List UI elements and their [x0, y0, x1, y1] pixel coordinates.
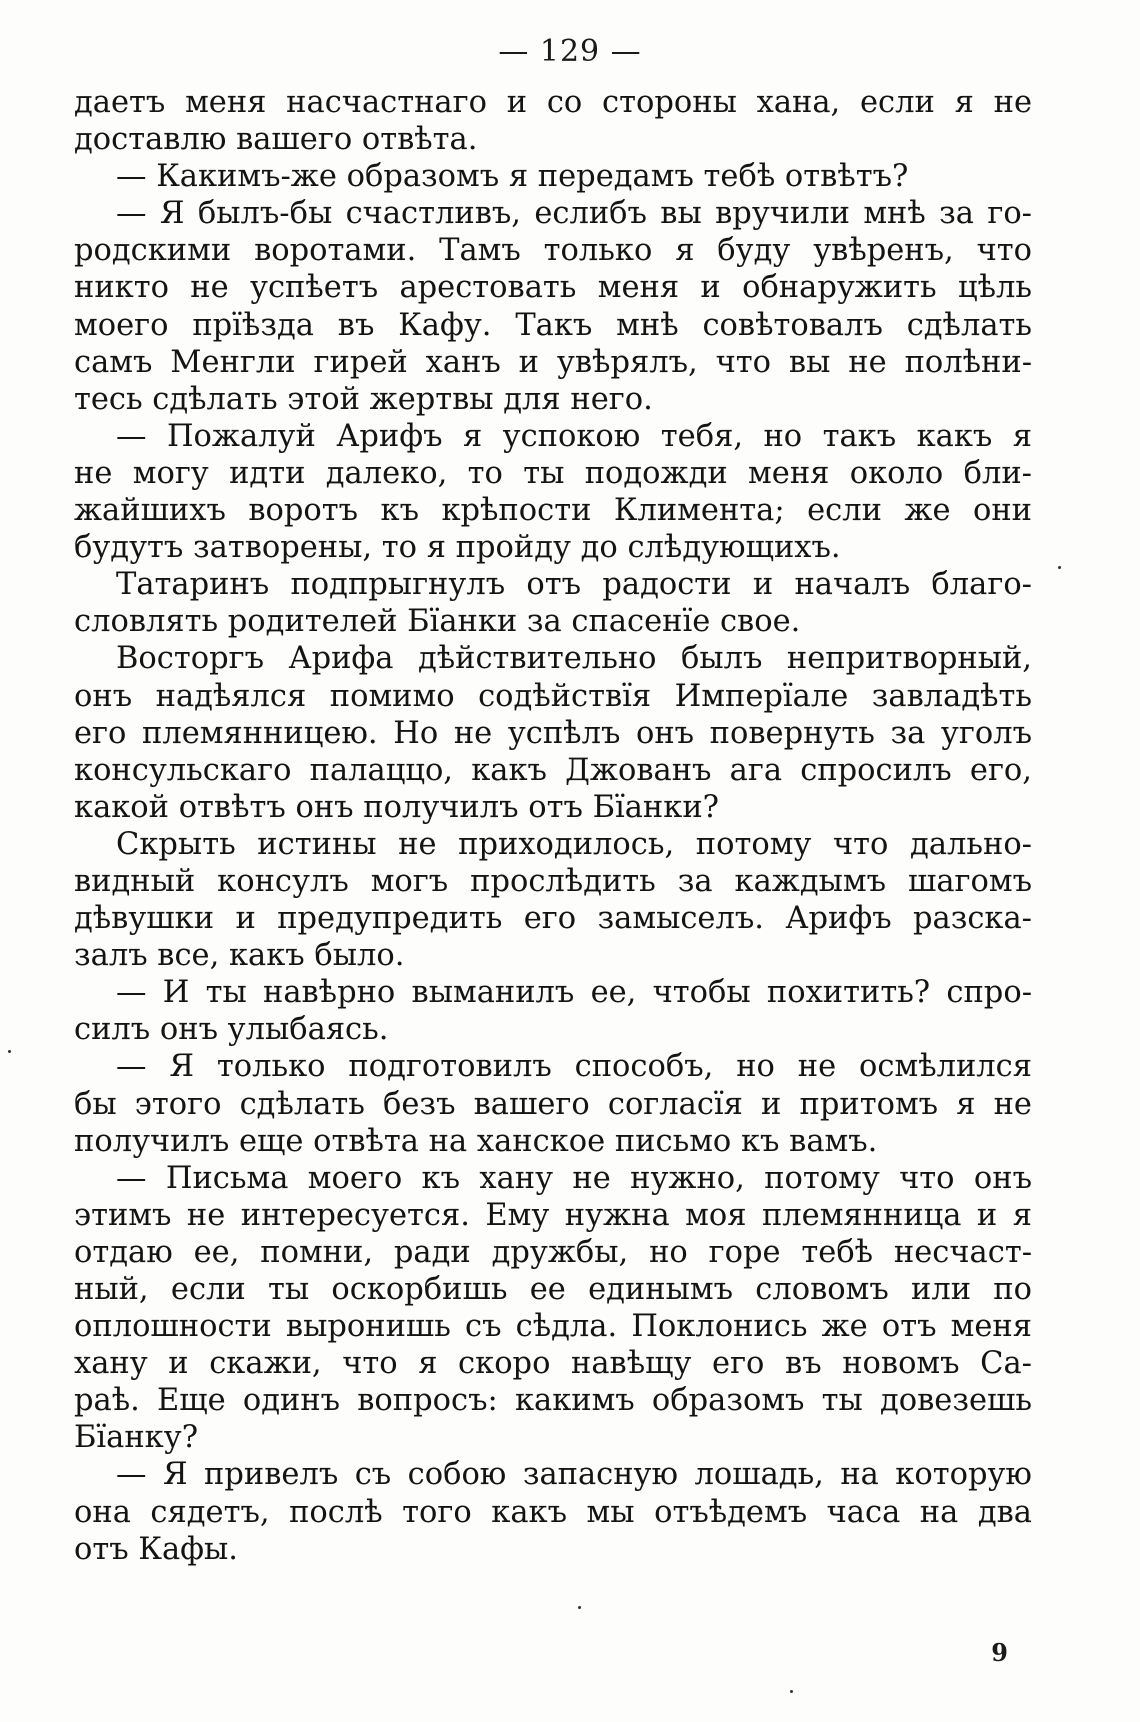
text-line: не могу идти далеко, то ты подожди меня около бли- [74, 455, 1032, 491]
text-line: жайшихъ воротъ къ крѣпости Климента; если же они [74, 493, 1032, 529]
print-speck [1058, 566, 1061, 569]
text-line: какой отвѣтъ онъ получилъ отъ Бїанки? [74, 789, 719, 825]
text-line: онъ надѣялся помимо содѣйствїя Имперїале завладѣть [74, 678, 1032, 714]
text-line: доставлю вашего отвѣта. [74, 122, 478, 158]
text-line: получилъ еще отвѣта на ханское письмо къ вамъ. [74, 1123, 878, 1159]
text-line: отъ Кафы. [74, 1531, 238, 1567]
text-line: — Какимъ-же образомъ я передамъ тебѣ отвѣтъ? [116, 159, 909, 195]
text-line: — Я привелъ съ собою запасную лошадь, на которую [116, 1457, 1032, 1493]
print-speck [790, 1690, 793, 1693]
text-line: Восторгъ Арифа дѣйствительно былъ непритворный, [116, 641, 1032, 677]
text-line: Татаринъ подпрыгнулъ отъ радости и началъ благо- [116, 567, 1032, 603]
text-line: залъ все, какъ было. [74, 938, 405, 974]
text-line: даетъ меня насчастнаго и со стороны хана, если я не [74, 85, 1032, 120]
text-line: его племянницею. Но не успѣлъ онъ повернуть за уголъ [74, 715, 1032, 751]
text-line: отдаю ее, помни, ради дружбы, но горе тебѣ несчаст- [74, 1234, 1032, 1270]
text-line: словлять родителей Бїанки за спасенїе свое. [74, 604, 801, 640]
text-line: будутъ затворены, то я пройду до слѣдующихъ. [74, 530, 841, 566]
text-line: Бїанку? [74, 1420, 199, 1456]
text-line: видный консулъ могъ прослѣдить за каждымъ шагомъ [74, 863, 1032, 899]
text-line: моего прїѣзда въ Кафу. Такъ мнѣ совѣтовалъ сдѣлать [74, 307, 1032, 343]
text-line: она сядетъ, послѣ того какъ мы отъѣдемъ часа на два [74, 1494, 1032, 1530]
text-line: силъ онъ улыбаясь. [74, 1012, 389, 1048]
text-line: дѣвушки и предупредить его замыселъ. Арифъ разска- [74, 901, 1032, 937]
text-line: тесь сдѣлать этой жертвы для него. [74, 381, 653, 417]
print-speck [578, 1606, 581, 1609]
text-line: оплошности выронишь съ сѣдла. Поклонись же отъ меня [74, 1309, 1032, 1345]
text-line: консульскаго палаццо, какъ Джованъ ага спросилъ его, [74, 752, 1032, 788]
text-line: — И ты навѣрно выманилъ ее, чтобы похитить? спро- [116, 975, 1032, 1011]
page-number: — 129 — [498, 34, 642, 69]
text-line: — Письма моего къ хану не нужно, потому что онъ [116, 1160, 1032, 1196]
text-line: — Я только подготовилъ способъ, но не осмѣлился [116, 1049, 1032, 1085]
text-line: этимъ не интересуется. Ему нужна моя племянница и я [74, 1197, 1032, 1233]
printer-signature-mark: 9 [991, 1638, 1008, 1667]
text-line: родскими воротами. Тамъ только я буду увѣренъ, что [74, 233, 1032, 269]
text-line: бы этого сдѣлать безъ вашего согласїя и притомъ я не [74, 1086, 1032, 1122]
body-text [74, 84, 1032, 1568]
text-line: хану и скажи, что я скоро навѣщу его въ новомъ Са- [74, 1346, 1032, 1382]
text-line: Скрыть истины не приходилось, потому что дально- [116, 826, 1032, 862]
text-line: самъ Менгли гирей ханъ и увѣрялъ, что вы не полѣни- [74, 344, 1032, 380]
text-line: — Я былъ-бы счастливъ, еслибъ вы вручили мнѣ за го- [116, 196, 1032, 232]
text-line: ный, если ты оскорбишь ее единымъ словомъ или по [74, 1272, 1032, 1307]
text-line: — Пожалуй Арифъ я успокою тебя, но такъ какъ я [116, 418, 1032, 454]
text-line: никто не успѣетъ арестовать меня и обнаружить цѣль [74, 270, 1032, 306]
print-speck [8, 1050, 11, 1053]
text-line: раѣ. Еще одинъ вопросъ: какимъ образомъ ты довезешь [74, 1383, 1032, 1419]
